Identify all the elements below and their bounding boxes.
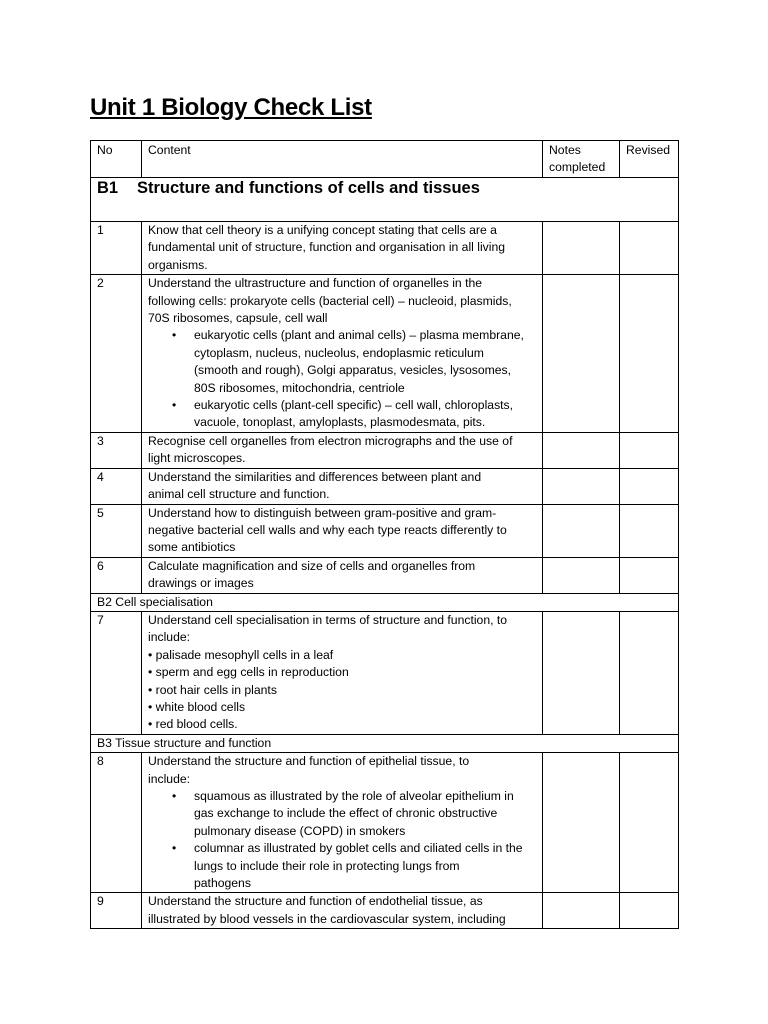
- item-content: [142, 611, 543, 734]
- bullet-list: [148, 788, 538, 892]
- notes-completed-cell: [543, 468, 620, 504]
- item-content: [142, 557, 543, 593]
- content-line: include:: [148, 630, 191, 645]
- table-row: [91, 468, 679, 504]
- header-row: [91, 141, 679, 178]
- section-b3: B3 Tissue structure and function: [91, 734, 679, 752]
- content-line: organisms.: [148, 257, 208, 272]
- notes-completed-cell: [543, 753, 620, 893]
- content-line: Understand the ultrastructure and function of organelles in the: [148, 276, 483, 291]
- section-b1: [91, 178, 679, 222]
- content-line: • red blood cells.: [148, 717, 238, 732]
- bullet-item: [148, 840, 538, 892]
- bullet-icon: •: [172, 789, 177, 803]
- bullet-line: pathogens: [194, 876, 251, 891]
- revised-cell: [620, 557, 679, 593]
- content-line: Understand the structure and function of epithelial tissue, to: [148, 754, 470, 769]
- bullet-icon: •: [172, 841, 177, 856]
- bullet-line: eukaryotic cells (plant and animal cells) – plasma membrane,: [194, 328, 524, 343]
- item-content: [142, 504, 543, 557]
- bullet-line: (smooth and rough), Golgi apparatus, vesicles, lysosomes,: [194, 363, 512, 378]
- item-content: [142, 893, 543, 929]
- header-revised: Revised: [620, 141, 679, 178]
- page-title: Unit 1 Biology Check List: [90, 94, 372, 121]
- revised-cell: [620, 611, 679, 734]
- item-number: 2: [91, 275, 142, 433]
- item-content: [142, 275, 543, 433]
- revised-cell: [620, 275, 679, 433]
- content-line: 70S ribosomes, capsule, cell wall: [148, 311, 328, 326]
- items-b3: [91, 753, 679, 929]
- content-line: drawings or images: [148, 576, 254, 591]
- item-number: 3: [91, 432, 142, 468]
- item-content: [142, 753, 543, 893]
- notes-completed-cell: [543, 557, 620, 593]
- bullet-line: eukaryotic cells (plant-cell specific) – cell wall, chloroplasts,: [194, 398, 514, 413]
- content-line: Understand cell specialisation in terms of structure and function, to: [148, 612, 508, 627]
- table-row: [91, 275, 679, 433]
- bullet-icon: •: [172, 328, 177, 343]
- content-line: Recognise cell organelles from electron micrographs and the use of: [148, 433, 513, 448]
- content-line: • sperm and egg cells in reproduction: [148, 665, 349, 680]
- item-content: [142, 432, 543, 468]
- item-number: 6: [91, 557, 142, 593]
- bullet-line: gas exchange to include the effect of chronic obstructive: [194, 806, 498, 821]
- content-line: animal cell structure and function.: [148, 487, 330, 502]
- header-notes: [543, 141, 620, 178]
- item-number: 8: [91, 753, 142, 893]
- content-line: • root hair cells in plants: [148, 682, 277, 697]
- table-row: [91, 753, 679, 893]
- table-row: [91, 504, 679, 557]
- notes-completed-cell: [543, 222, 620, 275]
- table-row: [91, 432, 679, 468]
- bullet-line: squamous as illustrated by the role of alveolar epithelium in: [194, 789, 514, 803]
- content-line: • white blood cells: [148, 699, 246, 714]
- bullet-list: [148, 327, 538, 431]
- header-notes-line: completed: [549, 160, 606, 175]
- notes-completed-cell: [543, 432, 620, 468]
- content-line: include:: [148, 771, 191, 786]
- content-line: illustrated by blood vessels in the cardiovascular system, including: [148, 911, 506, 926]
- content-line: light microscopes.: [148, 451, 246, 466]
- bullet-line: vacuole, tonoplast, amyloplasts, plasmodesmata, pits.: [194, 415, 486, 430]
- revised-cell: [620, 222, 679, 275]
- content-line: Understand the structure and function of endothelial tissue, as: [148, 894, 483, 909]
- content-line: • palisade mesophyll cells in a leaf: [148, 647, 334, 662]
- header-content: Content: [142, 141, 543, 178]
- item-number: 4: [91, 468, 142, 504]
- bullet-line: columnar as illustrated by goblet cells and ciliated cells in the: [194, 841, 523, 856]
- bullet-line: 80S ribosomes, mitochondria, centriole: [194, 380, 405, 395]
- notes-completed-cell: [543, 275, 620, 433]
- revised-cell: [620, 432, 679, 468]
- table-row: [91, 557, 679, 593]
- revised-cell: [620, 468, 679, 504]
- section-row-b3: [91, 734, 679, 752]
- content-line: some antibiotics: [148, 540, 236, 555]
- header-notes-line: Notes: [549, 143, 581, 157]
- content-line: Calculate magnification and size of cells and organelles from: [148, 558, 476, 573]
- table-row: [91, 893, 679, 929]
- item-number: 1: [91, 222, 142, 275]
- content-line: Know that cell theory is a unifying concept stating that cells are a: [148, 223, 497, 237]
- bullet-line: cytoplasm, nucleus, nucleolus, endoplasmic reticulum: [194, 345, 484, 360]
- section-row-b1: [91, 178, 679, 222]
- bullet-line: lungs to include their role in protecting lungs from: [194, 858, 460, 873]
- items-b2: [91, 611, 679, 734]
- notes-completed-cell: [543, 611, 620, 734]
- item-number: 7: [91, 611, 142, 734]
- content-line: Understand how to distinguish between gram-positive and gram-: [148, 505, 497, 520]
- content-line: negative bacterial cell walls and why each type reacts differently to: [148, 522, 507, 537]
- section-title: Structure and functions of cells and tissues: [137, 179, 480, 197]
- section-b2: B2 Cell specialisation: [91, 593, 679, 611]
- checklist-table: [90, 140, 679, 929]
- bullet-line: pulmonary disease (COPD) in smokers: [194, 823, 406, 838]
- items-b1: [91, 222, 679, 594]
- bullet-icon: •: [172, 398, 177, 413]
- item-number: 5: [91, 504, 142, 557]
- bullet-item: [148, 327, 538, 397]
- notes-completed-cell: [543, 504, 620, 557]
- table-row: [91, 222, 679, 275]
- content-line: Understand the similarities and differences between plant and: [148, 469, 482, 484]
- header-no: No: [91, 141, 142, 178]
- item-content: [142, 468, 543, 504]
- content-line: fundamental unit of structure, function and organisation in all living: [148, 240, 506, 255]
- section-code: B1: [97, 179, 119, 197]
- content-line: following cells: prokaryote cells (bacterial cell) – nucleoid, plasmids,: [148, 293, 512, 308]
- item-number: 9: [91, 893, 142, 929]
- revised-cell: [620, 753, 679, 893]
- notes-completed-cell: [543, 893, 620, 929]
- bullet-item: [148, 788, 538, 840]
- revised-cell: [620, 893, 679, 929]
- bullet-item: [148, 397, 538, 432]
- item-content: [142, 222, 543, 275]
- section-row-b2: [91, 593, 679, 611]
- revised-cell: [620, 504, 679, 557]
- table-row: [91, 611, 679, 734]
